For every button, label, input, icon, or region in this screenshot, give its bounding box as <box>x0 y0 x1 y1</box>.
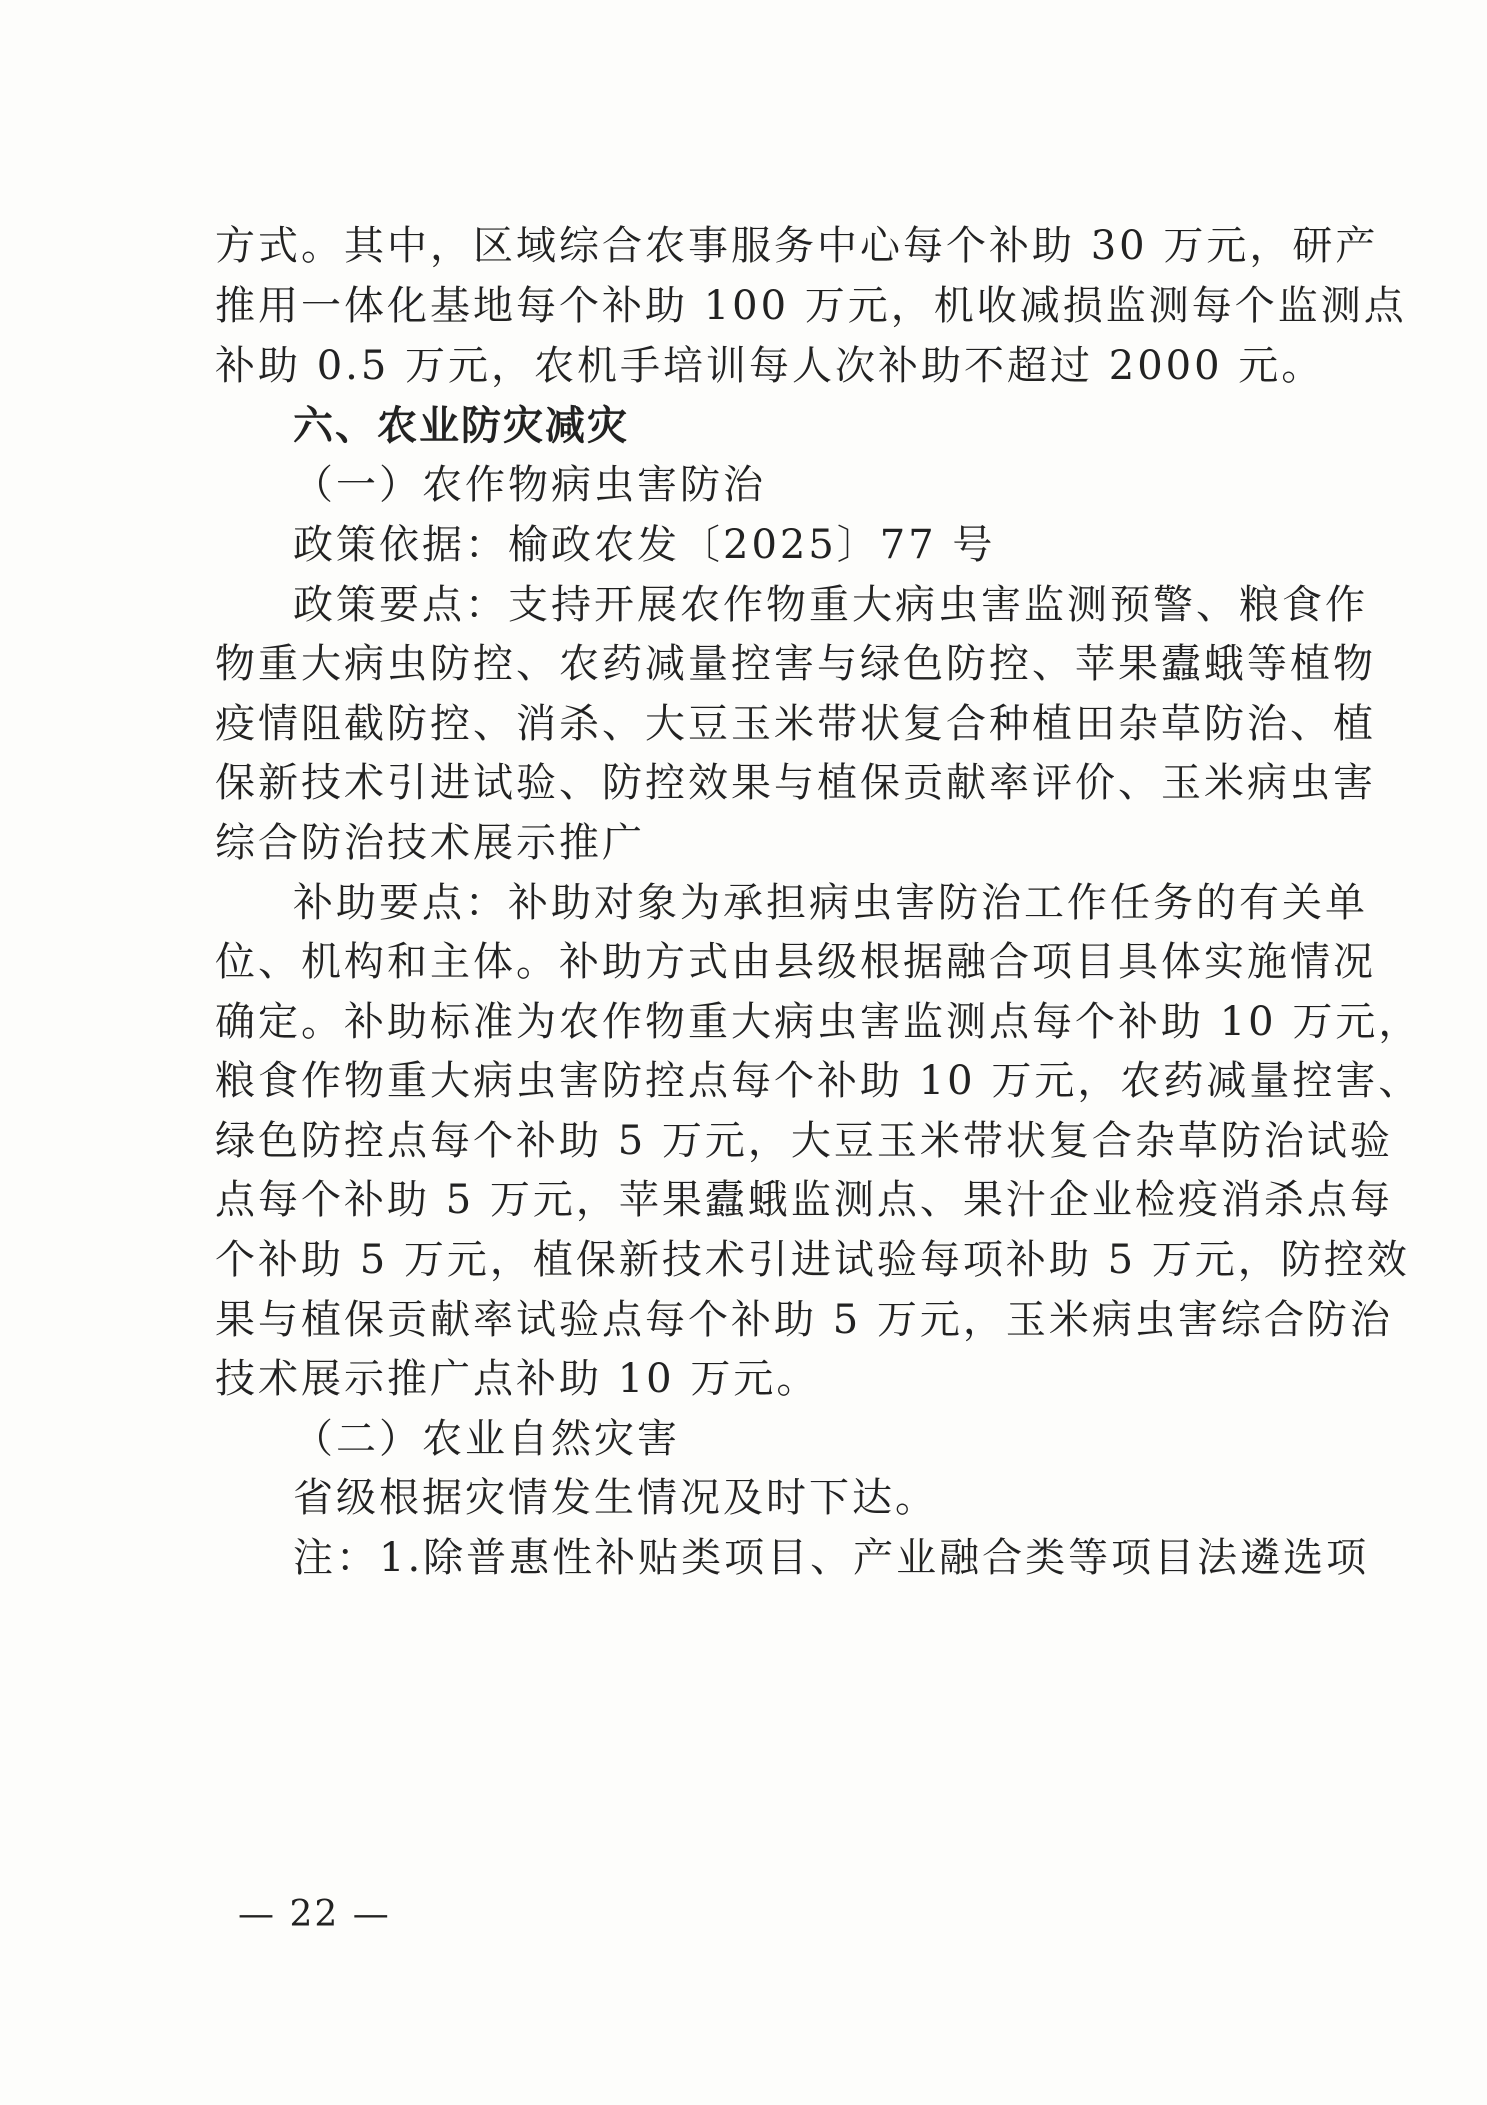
text-line: 粮食作物重大病虫害防控点每个补助 10 万元，农药减量控害、 <box>215 1058 1422 1104</box>
text-line: 方式。其中，区域综合农事服务中心每个补助 30 万元，研产 <box>215 223 1379 269</box>
text-line: 物重大病虫防控、农药减量控害与绿色防控、苹果蠹蛾等植物 <box>215 641 1376 687</box>
text-line: 位、机构和主体。补助方式由县级根据融合项目具体实施情况 <box>215 939 1376 985</box>
text-line: 个补助 5 万元，植保新技术引进试验每项补助 5 万元，防控效 <box>215 1237 1410 1283</box>
text-line: 技术展示推广点补助 10 万元。 <box>215 1356 820 1402</box>
text-line: 确定。补助标准为农作物重大病虫害监测点每个补助 10 万元， <box>215 999 1422 1045</box>
policy-basis: 政策依据：榆政农发〔2025〕77 号 <box>293 522 996 568</box>
text-line: 推用一体化基地每个补助 100 万元，机收减损监测每个监测点 <box>215 283 1407 329</box>
text-line: 绿色防控点每个补助 5 万元，大豆玉米带状复合杂草防治试验 <box>215 1118 1393 1164</box>
subsection-heading: （一）农作物病虫害防治 <box>293 462 766 508</box>
page-number: — 22 — <box>238 1894 391 1935</box>
text-line: 果与植保贡献率试验点每个补助 5 万元，玉米病虫害综合防治 <box>215 1297 1393 1343</box>
text-line: 综合防治技术展示推广 <box>215 820 645 866</box>
text-line: 疫情阻截防控、消杀、大豆玉米带状复合种植田杂草防治、植 <box>215 701 1376 747</box>
subsection-heading: （二）农业自然灾害 <box>293 1416 680 1462</box>
text-line: 省级根据灾情发生情况及时下达。 <box>293 1475 938 1521</box>
text-line: 补助要点：补助对象为承担病虫害防治工作任务的有关单 <box>293 880 1368 926</box>
note-line: 注：1.除普惠性补贴类项目、产业融合类等项目法遴选项 <box>293 1535 1370 1581</box>
section-heading: 六、农业防灾减灾 <box>293 403 629 449</box>
text-line: 点每个补助 5 万元，苹果蠹蛾监测点、果汁企业检疫消杀点每 <box>215 1177 1393 1223</box>
text-line: 保新技术引进试验、防控效果与植保贡献率评价、玉米病虫害 <box>215 760 1376 806</box>
text-line: 政策要点：支持开展农作物重大病虫害监测预警、粮食作 <box>293 582 1368 628</box>
text-line: 补助 0.5 万元，农机手培训每人次补助不超过 2000 元。 <box>215 343 1325 389</box>
